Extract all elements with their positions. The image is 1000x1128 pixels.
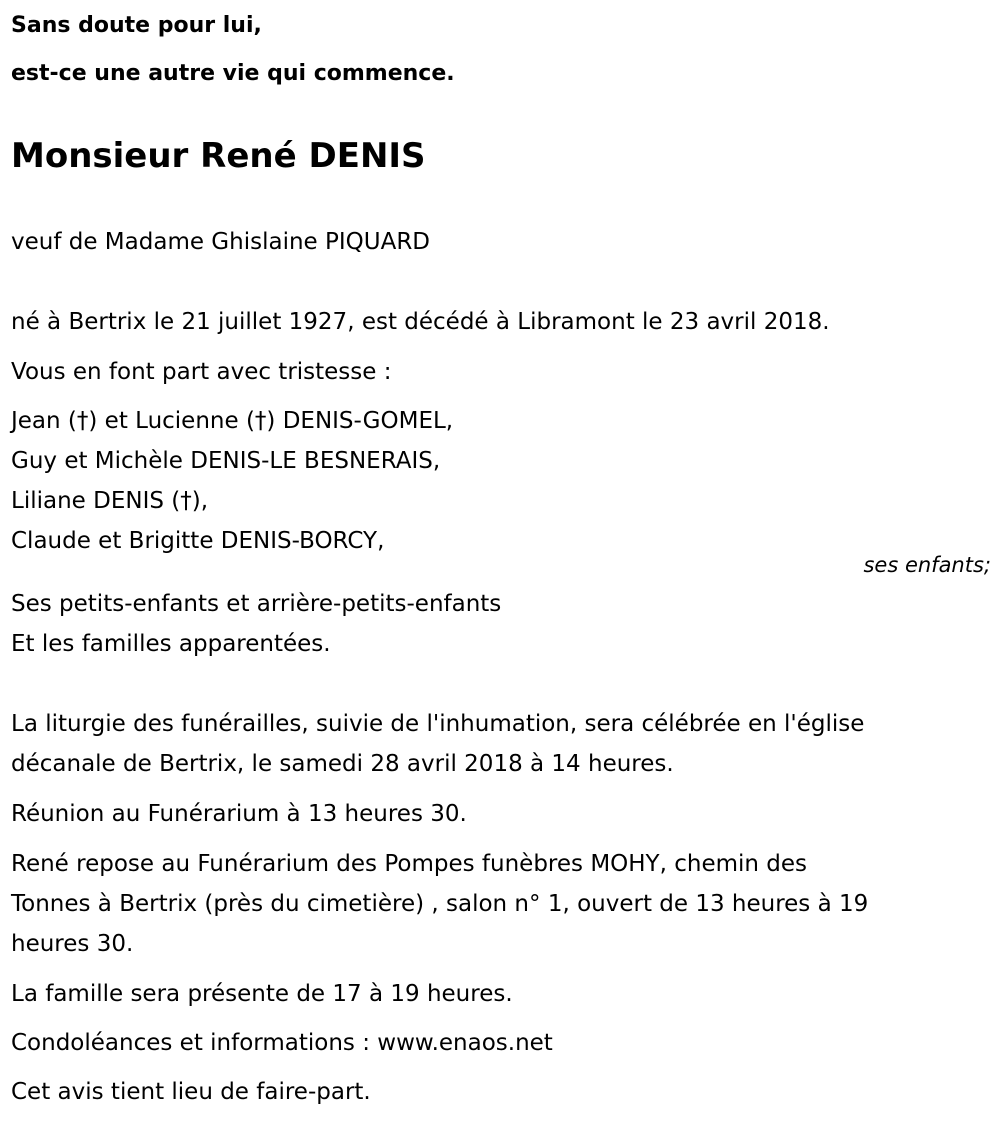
announce-intro: Vous en font part avec tristesse : bbox=[11, 359, 392, 385]
rest-line-3: heures 30. bbox=[11, 931, 134, 957]
child-line-1: Jean (†) et Lucienne (†) DENIS-GOMEL, bbox=[11, 408, 454, 434]
child-line-3: Liliane DENIS (†), bbox=[11, 488, 209, 514]
epigraph-line-1: Sans doute pour lui, bbox=[11, 13, 262, 38]
child-line-4: Claude et Brigitte DENIS-BORCY, bbox=[11, 528, 385, 554]
epigraph-line-2: est-ce une autre vie qui commence. bbox=[11, 61, 455, 86]
rest-line-1: René repose au Funérarium des Pompes funèbres MOHY, chemin des bbox=[11, 851, 808, 877]
child-line-2: Guy et Michèle DENIS-LE BESNERAIS, bbox=[11, 448, 441, 474]
liturgy-line-1: La liturgie des funérailles, suivie de l'inhumation, sera célébrée en l'église bbox=[11, 711, 865, 737]
closing-line: Cet avis tient lieu de faire-part. bbox=[11, 1079, 371, 1105]
condolences-line: Condoléances et informations : www.enaos.net bbox=[11, 1030, 553, 1056]
liturgy-line-2: décanale de Bertrix, le samedi 28 avril 2018 à 14 heures. bbox=[11, 751, 674, 777]
birth-death-line: né à Bertrix le 21 juillet 1927, est décédé à Libramont le 23 avril 2018. bbox=[11, 309, 830, 335]
extended-family-line-2: Et les familles apparentées. bbox=[11, 631, 331, 657]
extended-family-line-1: Ses petits-enfants et arrière-petits-enfants bbox=[11, 591, 502, 617]
spouse-line: veuf de Madame Ghislaine PIQUARD bbox=[11, 229, 431, 255]
rest-line-2: Tonnes à Bertrix (près du cimetière) , salon n° 1, ouvert de 13 heures à 19 bbox=[11, 891, 869, 917]
family-presence-line: La famille sera présente de 17 à 19 heures. bbox=[11, 981, 513, 1007]
meeting-line: Réunion au Funérarium à 13 heures 30. bbox=[11, 801, 467, 827]
deceased-name-title: Monsieur René DENIS bbox=[11, 136, 426, 176]
children-role: ses enfants; bbox=[863, 553, 991, 577]
